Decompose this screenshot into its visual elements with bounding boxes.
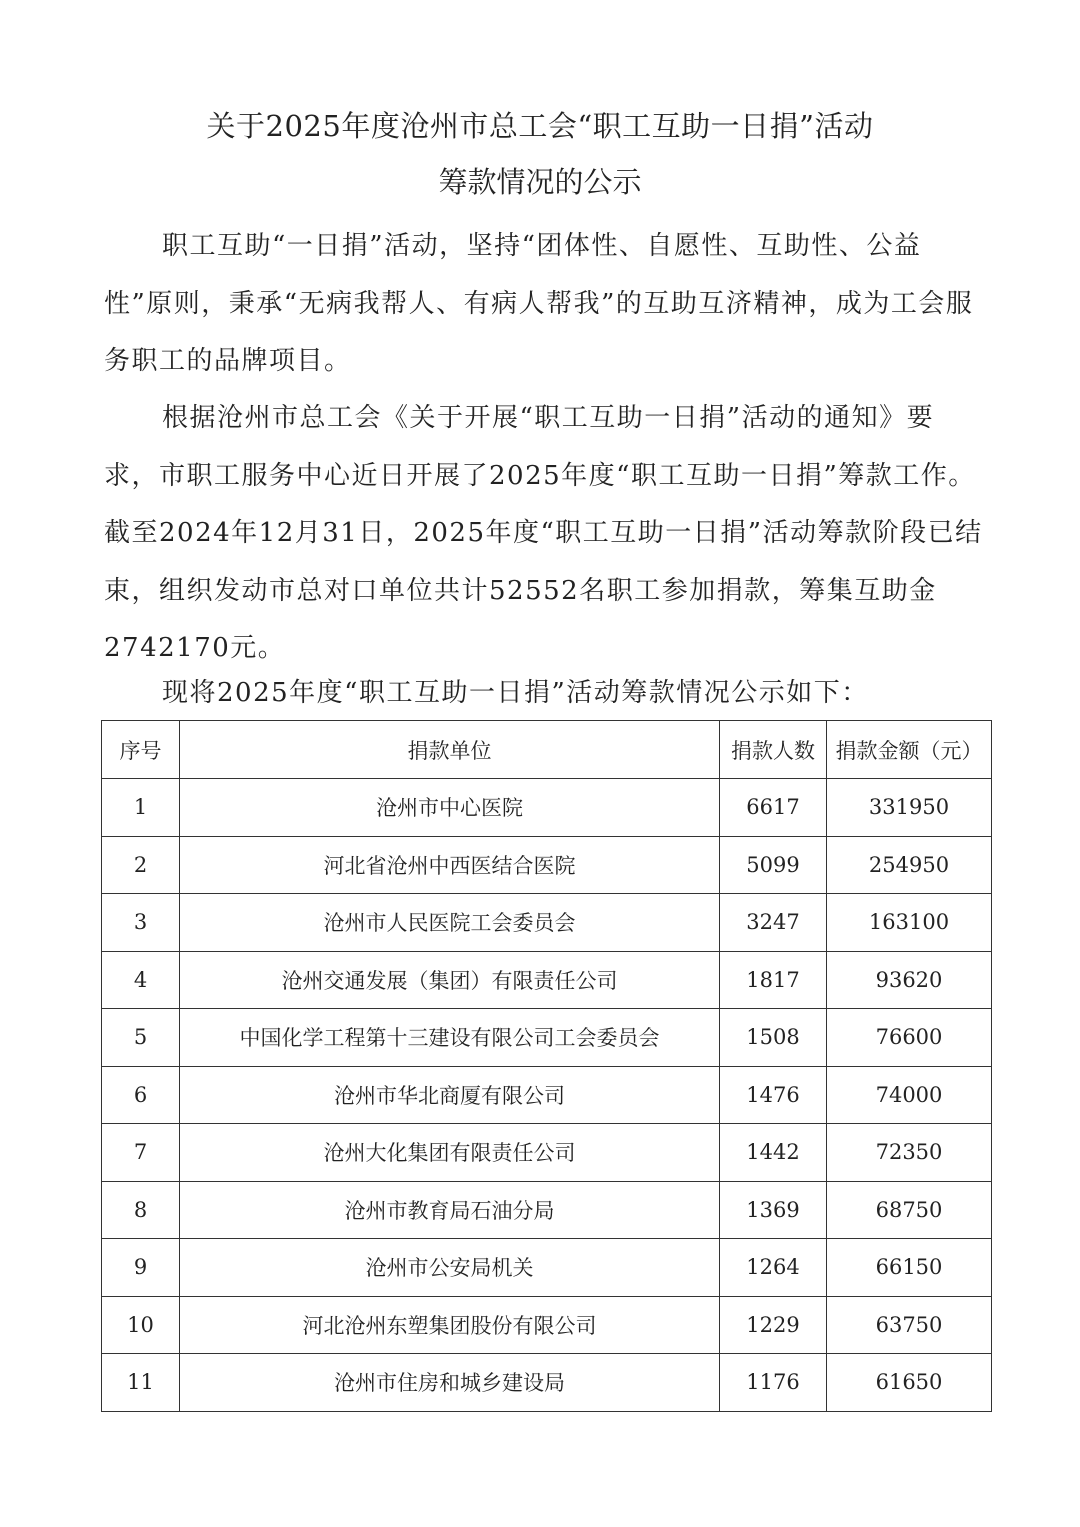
row-count: 1369 (720, 1181, 827, 1239)
paragraph-intro: 职工互助“一日捐”活动，坚持“团体性、自愿性、互助性、公益性”原则，秉承“无病我帮人、有病人帮我”的互助互济精神，成为工会服务职工的品牌项目。 (104, 231, 974, 376)
row-count: 1476 (720, 1066, 827, 1124)
paragraph-table-lead: 现将2025年度“职工互助一日捐”活动筹款情况公示如下： (162, 678, 869, 708)
table-row (102, 1124, 992, 1182)
row-unit: 沧州市中心医院 (180, 779, 720, 837)
row-unit: 沧州市华北商厦有限公司 (180, 1066, 720, 1124)
row-count: 1442 (720, 1124, 827, 1182)
row-count: 3247 (720, 894, 827, 952)
row-count: 1508 (720, 1009, 827, 1067)
row-index: 1 (102, 779, 180, 837)
row-unit: 沧州交通发展（集团）有限责任公司 (180, 951, 720, 1009)
table-row (102, 1009, 992, 1067)
header-unit: 捐款单位 (180, 721, 720, 779)
row-index: 3 (102, 894, 180, 952)
row-index: 10 (102, 1296, 180, 1354)
row-index: 11 (102, 1354, 180, 1412)
table-row (102, 951, 992, 1009)
row-amount: 74000 (827, 1066, 992, 1124)
row-unit: 沧州市人民医院工会委员会 (180, 894, 720, 952)
table-row (102, 1239, 992, 1297)
row-count: 1264 (720, 1239, 827, 1297)
row-amount: 63750 (827, 1296, 992, 1354)
row-amount: 61650 (827, 1354, 992, 1412)
row-unit: 沧州大化集团有限责任公司 (180, 1124, 720, 1182)
table-row (102, 1296, 992, 1354)
row-unit: 沧州市住房和城乡建设局 (180, 1354, 720, 1412)
row-amount: 76600 (827, 1009, 992, 1067)
row-count: 1817 (720, 951, 827, 1009)
header-count: 捐款人数 (720, 721, 827, 779)
row-amount: 68750 (827, 1181, 992, 1239)
table-row (102, 1354, 992, 1412)
row-amount: 254950 (827, 836, 992, 894)
header-amount: 捐款金额（元） (827, 721, 992, 779)
row-index: 5 (102, 1009, 180, 1067)
row-count: 1229 (720, 1296, 827, 1354)
row-count: 5099 (720, 836, 827, 894)
row-count: 1176 (720, 1354, 827, 1412)
row-amount: 93620 (827, 951, 992, 1009)
header-index: 序号 (102, 721, 180, 779)
row-count: 6617 (720, 779, 827, 837)
row-unit: 沧州市教育局石油分局 (180, 1181, 720, 1239)
paragraph-details: 根据沧州市总工会《关于开展“职工互助一日捐”活动的通知》要求，市职工服务中心近日开展了2025年度“职工互助一日捐”筹款工作。截至2024年12月31日，2025年度“职工互助一日捐”活动筹款阶段已结束，组织发动市总对口单位共计52552名职工参加捐款，筹集互助金2742170元。 (104, 403, 983, 663)
table-body (102, 779, 992, 1412)
row-index: 6 (102, 1066, 180, 1124)
table-row (102, 1181, 992, 1239)
row-index: 4 (102, 951, 180, 1009)
donation-table (101, 720, 992, 1412)
row-unit: 中国化学工程第十三建设有限公司工会委员会 (180, 1009, 720, 1067)
row-amount: 72350 (827, 1124, 992, 1182)
document-title-line1: 关于2025年度沧州市总工会“职工互助一日捐”活动 (206, 109, 874, 143)
document-title-line2: 筹款情况的公示 (438, 165, 642, 199)
row-index: 9 (102, 1239, 180, 1297)
row-unit: 河北沧州东塑集团股份有限公司 (180, 1296, 720, 1354)
table-row (102, 836, 992, 894)
row-index: 2 (102, 836, 180, 894)
row-amount: 331950 (827, 779, 992, 837)
table-row (102, 1066, 992, 1124)
table-row (102, 779, 992, 837)
table-row (102, 894, 992, 952)
row-amount: 66150 (827, 1239, 992, 1297)
row-unit: 沧州市公安局机关 (180, 1239, 720, 1297)
row-index: 8 (102, 1181, 180, 1239)
row-amount: 163100 (827, 894, 992, 952)
row-index: 7 (102, 1124, 180, 1182)
row-unit: 河北省沧州中西医结合医院 (180, 836, 720, 894)
table-header-row (102, 721, 992, 779)
